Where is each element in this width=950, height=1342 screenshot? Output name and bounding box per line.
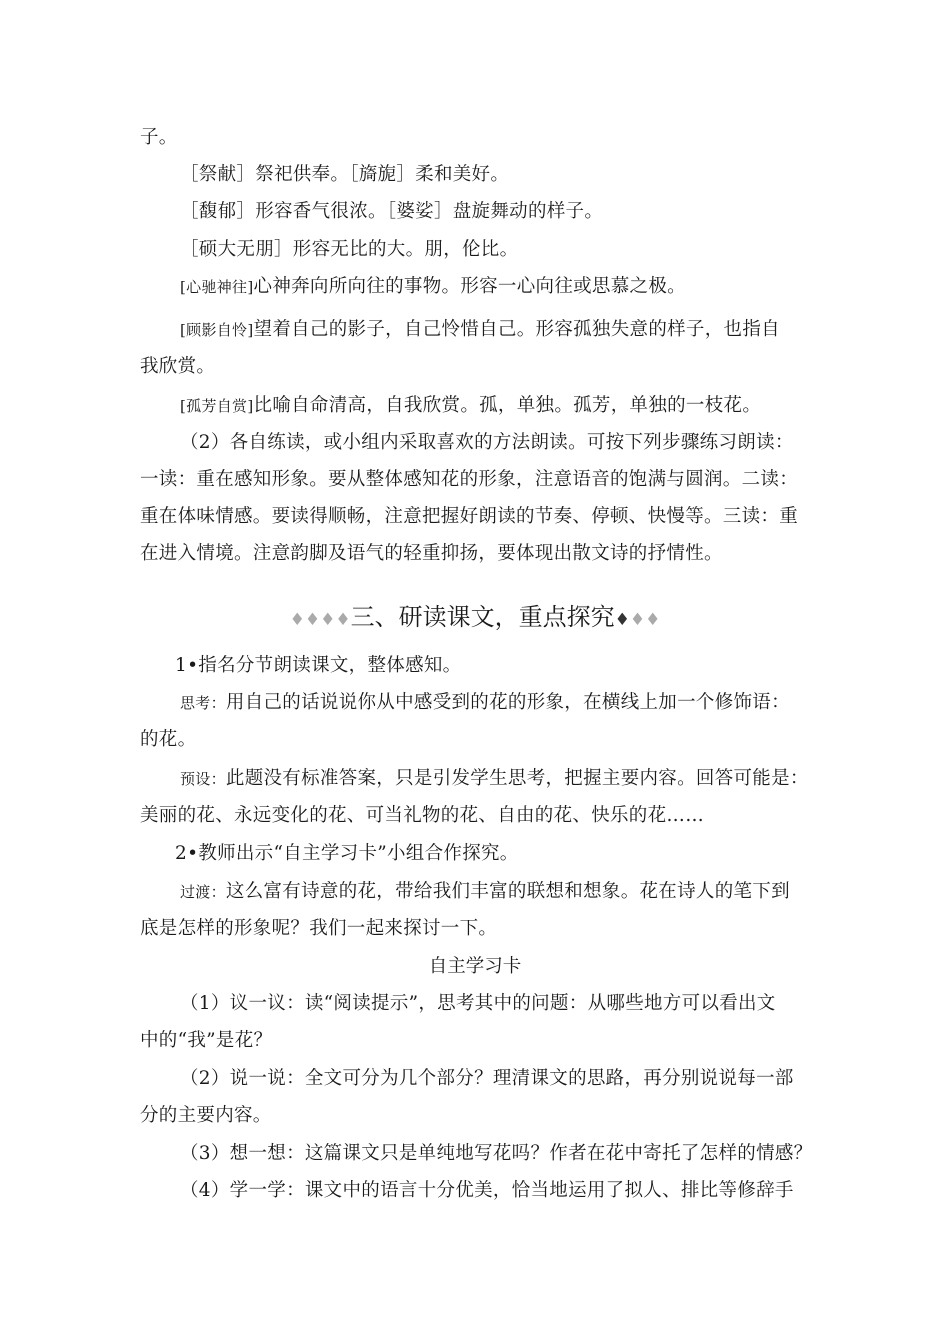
section-heading — [0, 602, 950, 635]
term-label: [孤芳自赏] — [180, 397, 254, 415]
inline-label: 思考： — [180, 694, 226, 712]
text-line: （1）议一议：读“阅读提示”，思考其中的问题：从哪些地方可以看出文 — [180, 993, 776, 1014]
text-line: 预设：此题没有标准答案，只是引发学生思考，把握主要内容。回答可能是： — [180, 768, 809, 789]
text-line: 重在体味情感。要读得顺畅，注意把握好朗读的节奏、停顿、快慢等。三读：重 — [140, 506, 799, 527]
term-definition: 心神奔向所向往的事物。形容一心向往或思慕之极。 — [253, 276, 686, 297]
diamond-ornament: ♦ — [614, 610, 630, 630]
inline-label: 过渡： — [180, 883, 226, 901]
term-definition: 望着自己的影子，自己怜惜自己。形容孤独失意的样子，也指自 — [253, 319, 780, 340]
text-line: 在进入情境。注意韵脚及语气的轻重抑扬，要体现出散文诗的抒情性。 — [140, 543, 723, 564]
term-label: [心驰神往] — [180, 278, 254, 296]
text-line: 美丽的花、永远变化的花、可当礼物的花、自由的花、快乐的花…… — [140, 805, 705, 826]
diamond-ornament: ♦♦ — [629, 610, 661, 630]
text-line: 中的“我”是花？ — [140, 1030, 273, 1051]
text-line: 思考：用自己的话说说你从中感受到的花的形象，在横线上加一个修饰语： — [180, 692, 790, 713]
text-line — [180, 318, 780, 342]
text-line: 底是怎样的形象呢？我们一起来探讨一下。 — [140, 918, 498, 939]
text-line: ［祭献］祭祀供奉。［旖旎］柔和美好。 — [180, 164, 510, 185]
text-line: 一读：重在感知形象。要从整体感知花的形象，注意语音的饱满与圆润。二读： — [140, 469, 799, 490]
text-line: （4）学一学：课文中的语言十分优美，恰当地运用了拟人、排比等修辞手 — [180, 1180, 794, 1201]
text-line: 子。 — [140, 127, 178, 148]
card-title: 自主学习卡 — [428, 956, 522, 977]
section-heading-text: 三、研读课文，重点探究 — [350, 603, 615, 631]
text-line: ［馥郁］形容香气很浓。［婆娑］盘旋舞动的样子。 — [180, 201, 604, 222]
text-line — [180, 394, 761, 418]
inline-label: 预设： — [180, 770, 226, 788]
text-line: 我欣赏。 — [140, 356, 216, 377]
text-line: （3）想一想：这篇课文只是单纯地写花吗？作者在花中寄托了怎样的情感？ — [180, 1143, 813, 1164]
text-line: 的花。 — [140, 729, 197, 750]
text-line: 过渡：这么富有诗意的花，带给我们丰富的联想和想象。花在诗人的笔下到 — [180, 881, 790, 902]
term-definition: 比喻自命清高，自我欣赏。孤，单独。孤芳，单独的一枝花。 — [253, 395, 762, 416]
text-line: 2•教师出示“自主学习卡”小组合作探究。 — [175, 843, 519, 864]
term-label: [顾影自怜] — [180, 321, 254, 339]
text-line — [180, 275, 686, 299]
text-line: 分的主要内容。 — [140, 1105, 272, 1126]
text-line: （2）说一说：全文可分为几个部分？理清课文的思路，再分别说说每一部 — [180, 1068, 794, 1089]
text-line: 1•指名分节朗读课文，整体感知。 — [175, 655, 462, 676]
text-line: ［硕大无朋］形容无比的大。朋，伦比。 — [180, 239, 519, 260]
text-line: （2）各自练读，或小组内采取喜欢的方法朗读。可按下列步骤练习朗读： — [180, 432, 794, 453]
diamond-ornament: ♦♦♦♦ — [289, 610, 351, 630]
